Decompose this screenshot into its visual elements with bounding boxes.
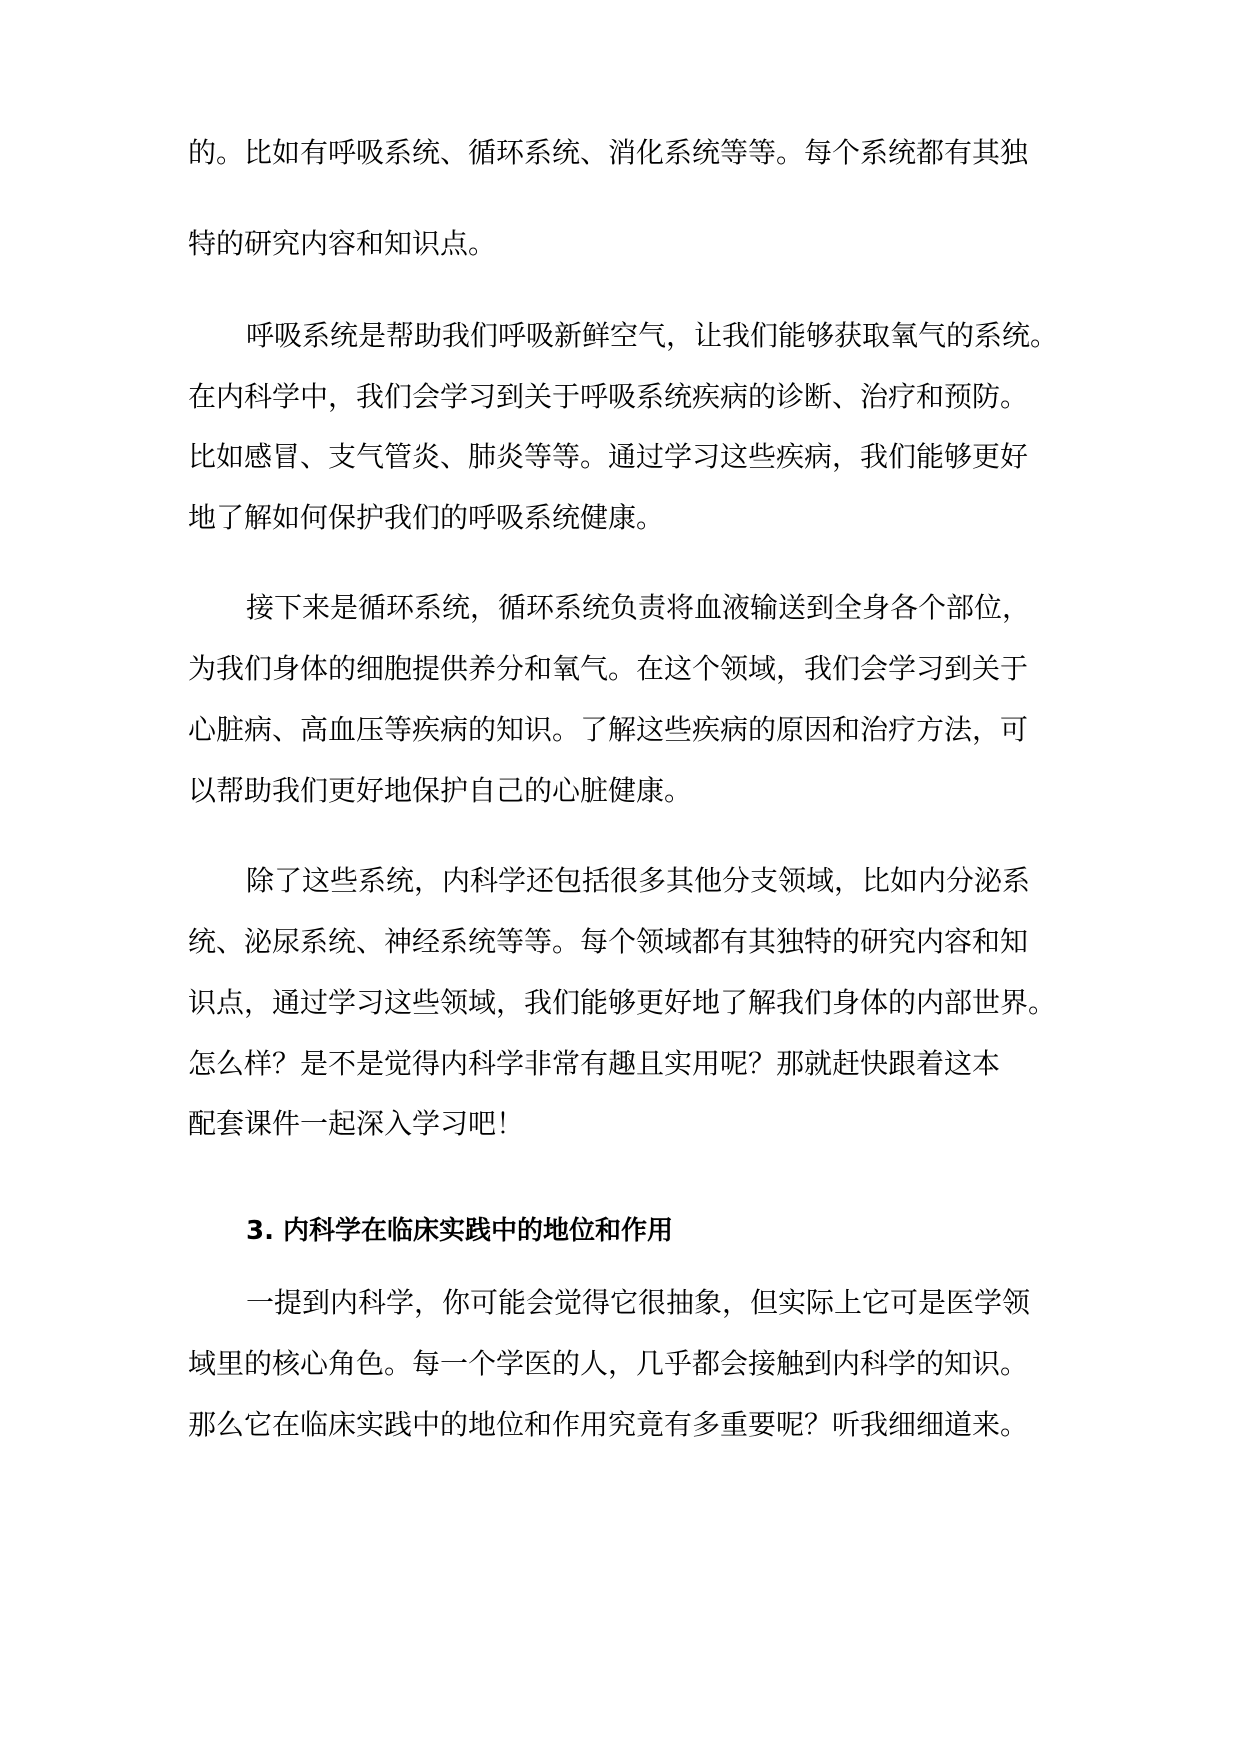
text-line: 特的研究内容和知识点。	[188, 227, 497, 260]
text-line: 比如感冒、支气管炎、肺炎等等。通过学习这些疾病，我们能够更好	[188, 440, 1029, 473]
text-line: 在内科学中，我们会学习到关于呼吸系统疾病的诊断、治疗和预防。	[188, 380, 1029, 413]
text-line: 以帮助我们更好地保护自己的心脏健康。	[188, 774, 693, 807]
text-line: 配套课件一起深入学习吧！	[188, 1107, 525, 1140]
text-line: 心脏病、高血压等疾病的知识。了解这些疾病的原因和治疗方法，可	[188, 713, 1029, 746]
text-line: 为我们身体的细胞提供养分和氧气。在这个领域，我们会学习到关于	[188, 652, 1029, 685]
paragraph-start-line: 呼吸系统是帮助我们呼吸新鲜空气，让我们能够获取氧气的系统。	[246, 319, 1059, 352]
text-line: 识点，通过学习这些领域，我们能够更好地了解我们身体的内部世界。	[188, 986, 1057, 1019]
text-line: 地了解如何保护我们的呼吸系统健康。	[188, 501, 665, 534]
text-line: 的。比如有呼吸系统、循环系统、消化系统等等。每个系统都有其独	[188, 136, 1029, 169]
text-line: 域里的核心角色。每一个学医的人，几乎都会接触到内科学的知识。	[188, 1347, 1029, 1380]
text-line: 那么它在临床实践中的地位和作用究竟有多重要呢？听我细细道来。	[188, 1408, 1029, 1441]
paragraph-start-line: 接下来是循环系统，循环系统负责将血液输送到全身各个部位，	[246, 591, 1031, 624]
paragraph-start-line: 一提到内科学，你可能会觉得它很抽象，但实际上它可是医学领	[246, 1286, 1031, 1319]
text-line: 怎么样？是不是觉得内科学非常有趣且实用呢？那就赶快跟着这本	[188, 1047, 1001, 1080]
paragraph-start-line: 除了这些系统，内科学还包括很多其他分支领域，比如内分泌系	[246, 864, 1031, 897]
text-line: 统、泌尿系统、神经系统等等。每个领域都有其独特的研究内容和知	[188, 925, 1029, 958]
section-heading: 3. 内科学在临床实践中的地位和作用	[246, 1216, 674, 1246]
